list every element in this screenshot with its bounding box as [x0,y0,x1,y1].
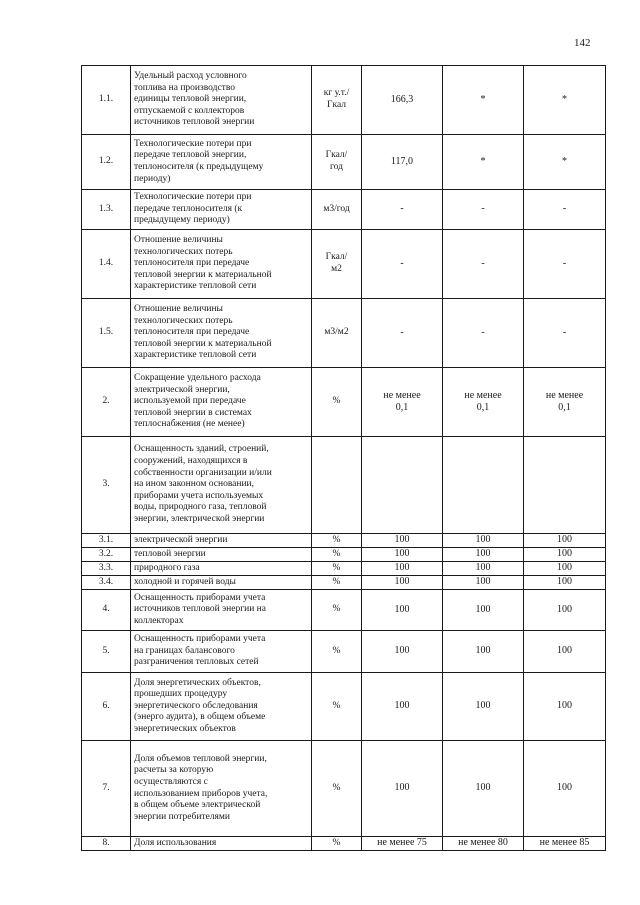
cell-text-line: Технологические потери при [134,138,252,149]
cell-text-line: - [481,326,485,338]
cell-text-line: расчеты за которую [134,765,214,776]
cell-text-line: Оснащенность зданий, строений, [134,444,269,455]
cell-text-line: 100 [557,603,572,615]
cell-text-line: 100 [557,576,572,588]
value-year-2-cell [443,534,524,548]
value-year-2-cell [443,631,524,673]
row-number-cell: 8. [82,837,131,851]
cell-text-line: собственности организации и/или [134,467,272,478]
cell-text-line: разграничения тепловых сетей [134,657,259,668]
value-year-2-cell [443,548,524,562]
value-year-1-cell [362,230,443,299]
table-row [82,534,606,548]
cell-text-line: 100 [394,603,410,615]
cell-text-line: * [562,93,567,105]
indicators-table-body [82,66,606,851]
table-row [82,230,606,299]
indicator-name-cell [131,837,312,851]
table-row [82,368,606,437]
cell-text-line: 0,1 [558,402,571,413]
value-year-1-cell [362,673,443,741]
value-year-1-cell [362,576,443,590]
cell-text-line: м3/м2 [324,327,349,338]
cell-text-line: коллекторах [134,615,184,626]
cell-text-line: 100 [394,700,410,712]
value-year-3-cell [524,576,606,590]
table-row [82,135,606,190]
value-year-2-cell [443,590,524,631]
cell-text-line: источников тепловой энергии [134,117,255,128]
cell-text-line: периоду) [134,173,171,184]
value-year-2-cell [443,741,524,837]
unit-cell [312,741,362,837]
cell-text-line: теплоснабжения (не менее) [134,419,245,430]
row-number-cell: 3.1. [82,534,131,548]
value-year-2-cell [443,576,524,590]
page-number: 142 [574,37,591,49]
unit-cell [312,230,362,299]
indicator-name-cell [131,299,312,368]
cell-text-line: предыдущему периоду) [134,215,230,226]
value-year-1-cell [362,190,443,230]
cell-text-line: электрической энергии, [134,384,230,395]
cell-text-line: Гкал/ [325,252,348,263]
indicator-name-cell [131,66,312,135]
cell-text-line: тепловой энергии к материальной [134,269,272,280]
cell-text-line: на границах балансового [134,645,235,656]
value-year-1-cell [362,631,443,673]
indicator-name-cell [131,631,312,673]
row-number-cell: 1.3. [82,190,131,230]
value-year-1-cell [362,437,443,534]
cell-text-line: топлива на производство [134,82,236,93]
cell-text-line: холодной и горячей воды [134,576,236,587]
table-row [82,66,606,135]
cell-text-line: % [332,576,341,587]
value-year-3-cell [524,135,606,190]
value-year-2-cell [443,562,524,576]
value-year-3-cell [524,190,606,230]
value-year-3-cell [524,368,606,437]
value-year-3-cell [524,299,606,368]
cell-text-line: воды, природного газа, тепловой [134,502,267,513]
value-year-3-cell [524,590,606,631]
unit-cell [312,534,362,548]
table-row [82,741,606,837]
cell-text-line: 100 [557,700,572,712]
cell-text-line: 166,3 [390,93,414,105]
cell-text-line: - [481,257,485,269]
value-year-1-cell [362,368,443,437]
row-number-cell: 3. [82,437,131,534]
cell-text-line: - [562,326,567,338]
cell-text-line: не менее 85 [539,837,590,849]
indicators-table [81,65,606,851]
cell-text-line: передаче тепловой энергии, [134,150,247,161]
indicator-name-cell [131,190,312,230]
unit-cell [312,837,362,851]
cell-text-line: характеристике тепловой сети [134,281,257,292]
unit-cell [312,368,362,437]
cell-text-line: год [330,162,343,172]
unit-cell [312,66,362,135]
cell-text-line: 100 [557,534,572,546]
unit-cell [312,631,362,673]
cell-text-line: отпускаемой с коллекторов [134,105,245,116]
row-number-cell: 3.3. [82,562,131,576]
cell-text-line: Доля энергетических объектов, [134,677,261,688]
table-row [82,190,606,230]
value-year-1-cell [362,66,443,135]
cell-text-line: не менее 80 [458,837,508,849]
row-number-cell: 7. [82,741,131,837]
indicator-name-cell [131,437,312,534]
row-number-cell: 6. [82,673,131,741]
cell-text-line: м2 [331,264,342,274]
value-year-2-cell [443,135,524,190]
cell-text-line: * [562,155,567,167]
cell-text-line: 100 [475,603,491,615]
cell-text-line: теплоносителя (к предыдущему [134,162,264,172]
table-row [82,299,606,368]
cell-text-line: % [332,782,341,793]
cell-text-line: % [332,548,341,559]
cell-text-line: Оснащенность приборами учета [134,634,266,645]
cell-text-line: 100 [394,534,410,546]
cell-text-line: 100 [557,645,572,657]
row-number-cell: 1.5. [82,299,131,368]
unit-cell [312,190,362,230]
value-year-1-cell [362,135,443,190]
unit-cell [312,548,362,562]
value-year-3-cell [524,631,606,673]
cell-text-line: 0,1 [476,402,490,413]
value-year-2-cell [443,66,524,135]
cell-text-line: 100 [394,645,410,657]
cell-text-line: Технологические потери при [134,192,252,203]
cell-text-line: Удельный расход условного [134,71,247,82]
cell-text-line: технологических потерь [134,315,233,326]
cell-text-line: теплоносителя при передаче [134,258,250,269]
value-year-1-cell [362,590,443,631]
cell-text-line: технологических потерь [134,246,233,257]
cell-text-line: энергии, электрической энергии [134,513,265,524]
cell-text-line: Доля объемов тепловой энергии, [134,753,267,764]
value-year-2-cell [443,368,524,437]
value-year-2-cell [443,673,524,741]
cell-text-line: сооружений, находящихся в [134,456,248,467]
indicator-name-cell [131,562,312,576]
value-year-2-cell [443,837,524,851]
cell-text-line: % [332,534,341,545]
cell-text-line: единицы тепловой энергии, [134,94,247,105]
row-number-cell: 3.4. [82,576,131,590]
cell-text-line: Гкал/ [325,150,348,161]
table-row [82,562,606,576]
cell-text-line: прошедших процедуру [134,689,228,700]
cell-text-line: теплоносителя при передаче [134,327,250,338]
cell-text-line: 117,0 [390,155,414,167]
cell-text-line: 100 [475,576,491,588]
unit-cell [312,590,362,631]
cell-text-line: % [332,645,341,656]
cell-text-line: Гкал [326,100,346,110]
row-number-cell: 4. [82,590,131,631]
cell-text-line: энергетических объектов [134,723,236,734]
value-year-1-cell [362,548,443,562]
row-number-cell: 3.2. [82,548,131,562]
indicator-name-cell [131,135,312,190]
value-year-1-cell [362,741,443,837]
cell-text-line: на ином законном основании, [134,479,255,490]
cell-text-line: 0,1 [395,402,409,413]
value-year-1-cell [362,534,443,548]
cell-text-line: кг у.т./ [323,88,350,99]
indicator-name-cell [131,230,312,299]
table-row [82,837,606,851]
cell-text-line: приборами учета используемых [134,490,264,501]
cell-text-line: 100 [394,782,410,794]
value-year-3-cell [524,741,606,837]
table-row [82,576,606,590]
cell-text-line: не менее [464,389,502,401]
unit-cell [312,673,362,741]
value-year-3-cell [524,66,606,135]
cell-text-line: энергетического обследования [134,700,258,711]
cell-text-line: % [332,837,341,848]
cell-text-line: % [332,562,341,573]
cell-text-line: тепловой энергии в системах [134,407,252,418]
cell-text-line: электрической энергии [134,534,228,545]
cell-text-line: осуществляются с [134,776,208,787]
indicator-name-cell [131,590,312,631]
table-row [82,631,606,673]
cell-text-line: 100 [475,548,491,560]
cell-text-line: * [480,155,486,167]
row-number-cell: 1.2. [82,135,131,190]
cell-text-line: Отношение величины [134,304,223,315]
indicator-name-cell [131,741,312,837]
indicator-name-cell [131,576,312,590]
row-number-cell: 5. [82,631,131,673]
cell-text-line: 100 [557,562,572,574]
cell-text-line: 100 [475,645,491,657]
cell-text-line: характеристике тепловой сети [134,350,257,361]
table-row [82,590,606,631]
cell-text-line: тепловой энергии к материальной [134,338,272,349]
cell-text-line: 100 [394,548,410,560]
table-row [82,548,606,562]
value-year-3-cell [524,437,606,534]
value-year-2-cell [443,230,524,299]
cell-text-line: % [332,604,341,615]
value-year-3-cell [524,548,606,562]
cell-text-line: в общем объеме электрической [134,800,261,811]
unit-cell [312,437,362,534]
value-year-2-cell [443,437,524,534]
cell-text-line: - [400,203,404,215]
cell-text-line: м3/год [323,203,350,214]
cell-text-line: источников тепловой энергии на [134,604,266,615]
indicator-name-cell [131,368,312,437]
value-year-3-cell [524,837,606,851]
cell-text-line: - [400,326,404,338]
cell-text-line: не менее [545,389,584,401]
cell-text-line: - [562,257,567,269]
cell-text-line: % [332,396,341,407]
cell-text-line: 100 [475,782,491,794]
table-row [82,437,606,534]
cell-text-line: Отношение величины [134,235,223,246]
value-year-2-cell [443,299,524,368]
cell-text-line: природного газа [134,562,200,573]
cell-text-line: 100 [557,548,572,560]
unit-cell [312,562,362,576]
value-year-3-cell [524,534,606,548]
cell-text-line: - [400,257,404,269]
cell-text-line: не менее [383,389,421,401]
value-year-3-cell [524,230,606,299]
indicator-name-cell [131,534,312,548]
indicator-name-cell [131,548,312,562]
value-year-2-cell [443,190,524,230]
value-year-1-cell [362,562,443,576]
cell-text-line: - [481,203,485,215]
row-number-cell: 1.4. [82,230,131,299]
cell-text-line: использованием приборов учета, [134,788,268,799]
row-number-cell: 2. [82,368,131,437]
cell-text-line: 100 [475,700,491,712]
cell-text-line: Оснащенность приборами учета [134,592,266,603]
unit-cell [312,135,362,190]
cell-text-line: 100 [394,576,410,588]
cell-text-line: Доля использования [134,837,217,848]
cell-text-line: * [480,93,486,105]
cell-text-line: энергии потребителями [134,811,231,822]
value-year-3-cell [524,673,606,741]
cell-text-line: 100 [557,782,572,794]
value-year-3-cell [524,562,606,576]
cell-text-line: (энерго аудита), в общем объеме [134,712,266,723]
cell-text-line: 100 [394,562,410,574]
value-year-1-cell [362,837,443,851]
cell-text-line: 100 [475,562,491,574]
cell-text-line: тепловой энергии [134,548,206,559]
indicator-name-cell [131,673,312,741]
cell-text-line: - [562,203,567,215]
unit-cell [312,299,362,368]
cell-text-line: % [332,700,341,711]
cell-text-line: 100 [475,534,491,546]
cell-text-line: не менее 75 [377,837,427,849]
row-number-cell: 1.1. [82,66,131,135]
cell-text-line: передаче теплоносителя (к [134,203,243,214]
unit-cell [312,576,362,590]
cell-text-line: Сокращение удельного расхода [134,373,261,384]
table-row [82,673,606,741]
cell-text-line: используемой при передаче [134,396,246,407]
value-year-1-cell [362,299,443,368]
